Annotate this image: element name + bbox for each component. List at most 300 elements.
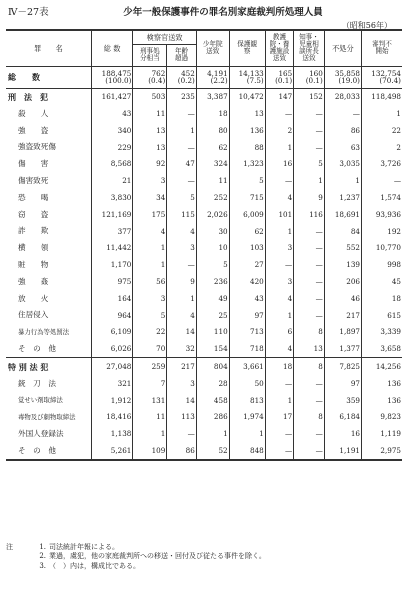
row-label: 総 数 (6, 66, 91, 88)
table-cell: 45 (361, 273, 402, 290)
table-row (6, 442, 402, 460)
header-category-label: 罪 名 (34, 43, 63, 53)
table-cell: 9 (167, 273, 197, 290)
table-cell: 975 (91, 273, 133, 290)
table-cell: 236 (196, 273, 229, 290)
table-cell: — (167, 425, 197, 442)
table-cell: 1 (361, 105, 402, 122)
table-cell: 7,825 (324, 358, 361, 375)
table-cell: 121,169 (91, 206, 133, 223)
table-row (6, 139, 402, 156)
table-row (6, 105, 402, 122)
table-cell: 5 (294, 156, 325, 173)
table-cell: 4 (265, 290, 293, 307)
table-cell: 97 (229, 307, 265, 324)
table-cell: 1,377 (324, 340, 361, 357)
table-cell: 192 (361, 223, 402, 240)
table-cell: 11,442 (91, 240, 133, 257)
table-cell: 97 (324, 375, 361, 392)
table-cell: — (294, 375, 325, 392)
table-cell: 3,830 (91, 189, 133, 206)
table-cell: 1 (229, 425, 265, 442)
table-cell: 3,726 (361, 156, 402, 173)
table-cell: 27,048 (91, 358, 133, 375)
cell-value: 762 (151, 68, 166, 78)
table-title (0, 4, 406, 18)
header-total: 総 数 (91, 30, 133, 66)
table-cell: 4 (265, 189, 293, 206)
table-row (6, 392, 402, 409)
table-cell: 18,416 (91, 409, 133, 426)
table-cell: 1,574 (361, 189, 402, 206)
table-cell: 3,339 (361, 324, 402, 341)
table-cell: 28,033 (324, 88, 361, 105)
table-cell: 43 (229, 290, 265, 307)
header-shinpan-label: 審判不開始 (372, 40, 392, 56)
table-cell: 1 (133, 256, 167, 273)
table-cell: 18 (196, 105, 229, 122)
table-cell: 13 (133, 139, 167, 156)
table-cell: — (167, 256, 197, 273)
table-cell: 5 (167, 189, 197, 206)
note-number: 1. (39, 543, 46, 551)
table-cell: 11 (196, 172, 229, 189)
note-text: 業過，虞犯，他の家庭裁判所への移送・回付及び従たる事件を除く。 (49, 552, 266, 561)
cell-percent: (19.0) (338, 76, 360, 85)
table-cell: — (265, 172, 293, 189)
table-cell: 5 (196, 256, 229, 273)
row-label: そ の 他 (6, 442, 91, 460)
table-cell (229, 66, 265, 88)
table-cell: — (294, 105, 325, 122)
table-cell: — (167, 172, 197, 189)
table-cell: 1,170 (91, 256, 133, 273)
table-cell: 16 (265, 156, 293, 173)
note-text: （ ）内は，構成比である。 (49, 561, 140, 570)
table-cell: 804 (196, 358, 229, 375)
table-cell: 147 (265, 88, 293, 105)
table-cell: 458 (196, 392, 229, 409)
table-cell: 49 (196, 290, 229, 307)
cell-percent: (0.1) (305, 76, 323, 85)
header-kyogo-label: 教護院・養護施設送致 (269, 33, 290, 63)
table-cell: 259 (133, 358, 167, 375)
table-cell: — (265, 425, 293, 442)
table-cell: — (294, 139, 325, 156)
row-label: 傷 害 (18, 159, 49, 169)
table-cell (361, 66, 402, 88)
table-cell: 229 (91, 139, 133, 156)
table-cell: 88 (229, 139, 265, 156)
table-cell: 1 (324, 172, 361, 189)
table-row (6, 324, 402, 341)
table-cell: 552 (324, 240, 361, 257)
table-cell: — (294, 122, 325, 139)
row-label: 殺 人 (18, 108, 49, 118)
table-cell: — (324, 105, 361, 122)
table-cell: 340 (91, 122, 133, 139)
table-cell: 3 (265, 273, 293, 290)
table-cell: 103 (229, 240, 265, 257)
cell-percent: (100.0) (105, 76, 132, 85)
table-cell: — (294, 425, 325, 442)
table-cell: 46 (324, 290, 361, 307)
table-row (6, 375, 402, 392)
table-cell: — (167, 105, 197, 122)
row-label: 特 別 法 犯 (6, 358, 91, 375)
cell-percent: (0.1) (275, 76, 293, 85)
row-label: 横 領 (18, 243, 49, 253)
header-nenrei (167, 44, 197, 66)
table-cell: 1,191 (324, 442, 361, 460)
table-cell: 4 (167, 223, 197, 240)
table-cell: 63 (324, 139, 361, 156)
table-cell: 136 (229, 122, 265, 139)
cell-value: 160 (309, 68, 323, 78)
table-cell: 22 (361, 122, 402, 139)
row-label: 賍 物 (18, 260, 49, 270)
table-row (6, 256, 402, 273)
table-cell: 377 (91, 223, 133, 240)
cell-value: 14,133 (238, 68, 264, 78)
table-cell: 9 (294, 189, 325, 206)
table-row (6, 189, 402, 206)
table-cell: 3,658 (361, 340, 402, 357)
header-shinpan (361, 30, 402, 66)
table-cell: 62 (196, 139, 229, 156)
table-cell: 17 (265, 409, 293, 426)
table-cell: 110 (196, 324, 229, 341)
table-cell: 86 (167, 442, 197, 460)
row-label: 銃 刀 法 (18, 378, 56, 388)
table-cell: 6,026 (91, 340, 133, 357)
table-cell (265, 66, 293, 88)
table-cell: 50 (229, 375, 265, 392)
table-cell: 2,975 (361, 442, 402, 460)
row-label: 強 姦 (18, 276, 49, 286)
table-cell: 101 (265, 206, 293, 223)
table-cell: 175 (133, 206, 167, 223)
table-cell: 2 (361, 139, 402, 156)
header-kensatsu: 検察官送致 (133, 30, 196, 44)
table-cell: 118,498 (361, 88, 402, 105)
row-label: 強 盗 (18, 125, 49, 135)
table-row (6, 307, 402, 324)
table-row (6, 66, 402, 88)
table-cell: 11 (133, 105, 167, 122)
table-cell: 70 (133, 340, 167, 357)
table-cell: 34 (133, 189, 167, 206)
table-cell: 10,472 (229, 88, 265, 105)
table-cell: 1 (133, 240, 167, 257)
table-cell: 2 (265, 122, 293, 139)
cell-percent: (7.5) (246, 76, 264, 85)
table-cell: 27 (229, 256, 265, 273)
table-cell: — (294, 290, 325, 307)
table-cell: 1,119 (361, 425, 402, 442)
row-label: 刑 法 犯 (6, 88, 91, 105)
table-cell: 7 (133, 375, 167, 392)
table-cell: 139 (324, 256, 361, 273)
table-cell: — (294, 442, 325, 460)
table-cell: 13 (229, 105, 265, 122)
table-cell: 1 (265, 139, 293, 156)
table-title-text: 少年一般保護事件の罪名別家庭裁判所処理人員 (123, 7, 323, 18)
table-cell: — (167, 139, 197, 156)
table-cell: 718 (229, 340, 265, 357)
note-text: 司法統計年報による。 (49, 543, 119, 551)
table-cell: 14 (167, 392, 197, 409)
header-hogo-label: 保護観察 (237, 40, 258, 56)
table-cell: 998 (361, 256, 402, 273)
table-cell: 22 (133, 324, 167, 341)
table-row (6, 358, 402, 375)
table-cell: 8 (294, 409, 325, 426)
header-chiji (294, 30, 325, 66)
table-cell: 14,256 (361, 358, 402, 375)
notes-heading: 注 (6, 543, 13, 551)
table-cell: 3 (167, 375, 197, 392)
table-cell: 13 (294, 340, 325, 357)
table-row (6, 122, 402, 139)
table-cell (167, 66, 197, 88)
table-cell (324, 66, 361, 88)
table-cell: 8,568 (91, 156, 133, 173)
note-line (6, 562, 402, 571)
header-chiji-label: 知事・児童相談所長送致 (299, 33, 319, 63)
table-cell: 131 (133, 392, 167, 409)
cell-value: 35,858 (334, 68, 360, 78)
row-label: 住居侵入 (18, 310, 49, 320)
row-label: 暴力行為等処罰法 (18, 327, 70, 336)
table-cell: 1 (265, 307, 293, 324)
table-cell: 713 (229, 324, 265, 341)
table-cell: 13 (133, 122, 167, 139)
table-row (6, 172, 402, 189)
table-cell: 848 (229, 442, 265, 460)
row-label: そ の 他 (18, 344, 56, 354)
table-cell: 9,823 (361, 409, 402, 426)
table-cell: 84 (324, 223, 361, 240)
table-cell: 136 (361, 375, 402, 392)
table-cell: 3,035 (324, 156, 361, 173)
row-label: 窃 盗 (18, 209, 49, 219)
table-cell: 1 (196, 425, 229, 442)
table-cell: 217 (167, 358, 197, 375)
table-cell: 1,912 (91, 392, 133, 409)
table-cell: 813 (229, 392, 265, 409)
table-row (6, 340, 402, 357)
table-cell: 1 (133, 425, 167, 442)
table-cell: 56 (133, 273, 167, 290)
table-cell: — (361, 172, 402, 189)
table-cell: 136 (361, 392, 402, 409)
table-cell: — (294, 392, 325, 409)
table-cell: 5 (133, 307, 167, 324)
table-cell (133, 66, 167, 88)
table-cell: 715 (229, 189, 265, 206)
table-cell: 6,184 (324, 409, 361, 426)
table-cell: 164 (91, 290, 133, 307)
row-label: 恐 喝 (18, 192, 49, 202)
header-hogo (229, 30, 265, 66)
table-cell: 359 (324, 392, 361, 409)
table-cell: 5 (229, 172, 265, 189)
table-row (6, 290, 402, 307)
cell-value: 165 (278, 68, 293, 78)
table-cell: 286 (196, 409, 229, 426)
table-cell: 1,974 (229, 409, 265, 426)
table-cell: 2,026 (196, 206, 229, 223)
table-cell: — (265, 375, 293, 392)
table-cell: 115 (167, 206, 197, 223)
table-body (6, 66, 402, 460)
table-cell: 16 (324, 425, 361, 442)
header-shonenin (196, 30, 229, 66)
table-cell: 6,109 (91, 324, 133, 341)
table-cell: 1,237 (324, 189, 361, 206)
header-fushobun: 不処分 (324, 30, 361, 66)
table-row (6, 88, 402, 105)
table-cell: 4 (265, 340, 293, 357)
header-category (6, 30, 91, 66)
table-cell: 252 (196, 189, 229, 206)
table-cell: 154 (196, 340, 229, 357)
table-row (6, 223, 402, 240)
cell-percent: (0.4) (148, 76, 166, 85)
table-cell (91, 66, 133, 88)
table-row (6, 240, 402, 257)
table-cell: 86 (324, 122, 361, 139)
table-cell: 217 (324, 307, 361, 324)
table-cell: 321 (91, 375, 133, 392)
table-cell (294, 66, 325, 88)
table-cell: 964 (91, 307, 133, 324)
table-cell: 6,009 (229, 206, 265, 223)
year-note: （昭和56年） (341, 21, 392, 30)
table-cell: 5,261 (91, 442, 133, 460)
cell-percent: (0.2) (177, 76, 195, 85)
header-nenrei-label: 年齢超過 (174, 47, 189, 62)
cell-value: 188,475 (101, 68, 132, 78)
table-row (6, 206, 402, 223)
table-cell: 30 (196, 223, 229, 240)
table-cell: — (265, 442, 293, 460)
table-cell: 47 (167, 156, 197, 173)
table-cell: 18 (361, 290, 402, 307)
table-cell: 615 (361, 307, 402, 324)
table-cell: 1 (167, 122, 197, 139)
table-cell: 3 (265, 240, 293, 257)
table-cell: 161,427 (91, 88, 133, 105)
table-cell: — (294, 256, 325, 273)
note-line (6, 552, 402, 561)
table-cell: 8 (294, 324, 325, 341)
table-cell: 1,138 (91, 425, 133, 442)
table-cell: 21 (91, 172, 133, 189)
table-cell: 3 (167, 240, 197, 257)
table-cell: 152 (294, 88, 325, 105)
table-cell: 32 (167, 340, 197, 357)
table-code: Ⅳ－27表 (8, 7, 49, 18)
table-cell: 1,897 (324, 324, 361, 341)
table-row (6, 425, 402, 442)
table-cell: 113 (167, 409, 197, 426)
header-shonenin-label: 少年院送致 (202, 40, 223, 56)
note-number: 3. (39, 561, 46, 570)
row-label: 毒物及び劇物取締法 (18, 412, 76, 421)
table-cell: 92 (133, 156, 167, 173)
row-label: 傷害致死 (18, 176, 49, 186)
notes (6, 543, 402, 571)
table-cell: 10 (196, 240, 229, 257)
table-cell: — (265, 105, 293, 122)
table-cell: 18 (265, 358, 293, 375)
table-cell: 206 (324, 273, 361, 290)
table-cell: 11 (133, 409, 167, 426)
table-row (6, 409, 402, 426)
table-cell: 80 (196, 122, 229, 139)
table-cell: — (294, 273, 325, 290)
table-cell: 1 (265, 392, 293, 409)
table-cell: 93,936 (361, 206, 402, 223)
header-keiji (133, 44, 167, 66)
table-cell: — (265, 256, 293, 273)
table-cell: 62 (229, 223, 265, 240)
table-cell: 1 (265, 223, 293, 240)
table-cell: 109 (133, 442, 167, 460)
table-cell: 1,323 (229, 156, 265, 173)
table-cell: 3 (133, 172, 167, 189)
table-cell: 8 (294, 358, 325, 375)
table-cell: 3 (133, 290, 167, 307)
header-kyogo (265, 30, 293, 66)
table-cell: 503 (133, 88, 167, 105)
table-cell: 324 (196, 156, 229, 173)
table-cell: 25 (196, 307, 229, 324)
table-cell: 18,691 (324, 206, 361, 223)
table-cell (196, 66, 229, 88)
cell-value: 4,191 (207, 68, 228, 78)
table-cell: 235 (167, 88, 197, 105)
header-keiji-label: 刑事処分相当 (139, 47, 160, 62)
row-label: 覚せい剤取締法 (18, 395, 63, 404)
row-label: 放 火 (18, 293, 49, 303)
row-label: 詐 欺 (18, 226, 49, 236)
table-cell: 28 (196, 375, 229, 392)
table-cell: 4 (133, 223, 167, 240)
cell-percent: (70.4) (379, 76, 401, 85)
statistics-table (6, 29, 402, 461)
table-cell: 14 (167, 324, 197, 341)
table-cell: 43 (91, 105, 133, 122)
table-row (6, 273, 402, 290)
table-cell: 1 (167, 290, 197, 307)
table-cell: 3,661 (229, 358, 265, 375)
note-number: 2. (39, 552, 46, 561)
table-row (6, 156, 402, 173)
table-cell: 116 (294, 206, 325, 223)
cell-value: 452 (181, 68, 195, 78)
cell-percent: (2.2) (210, 76, 228, 85)
table-cell: 4 (167, 307, 197, 324)
table-cell: 1 (294, 172, 325, 189)
table-cell: 6 (265, 324, 293, 341)
table-cell: — (294, 307, 325, 324)
table-cell: 3,387 (196, 88, 229, 105)
row-label: 外国人登録法 (18, 429, 64, 439)
table-cell: 52 (196, 442, 229, 460)
